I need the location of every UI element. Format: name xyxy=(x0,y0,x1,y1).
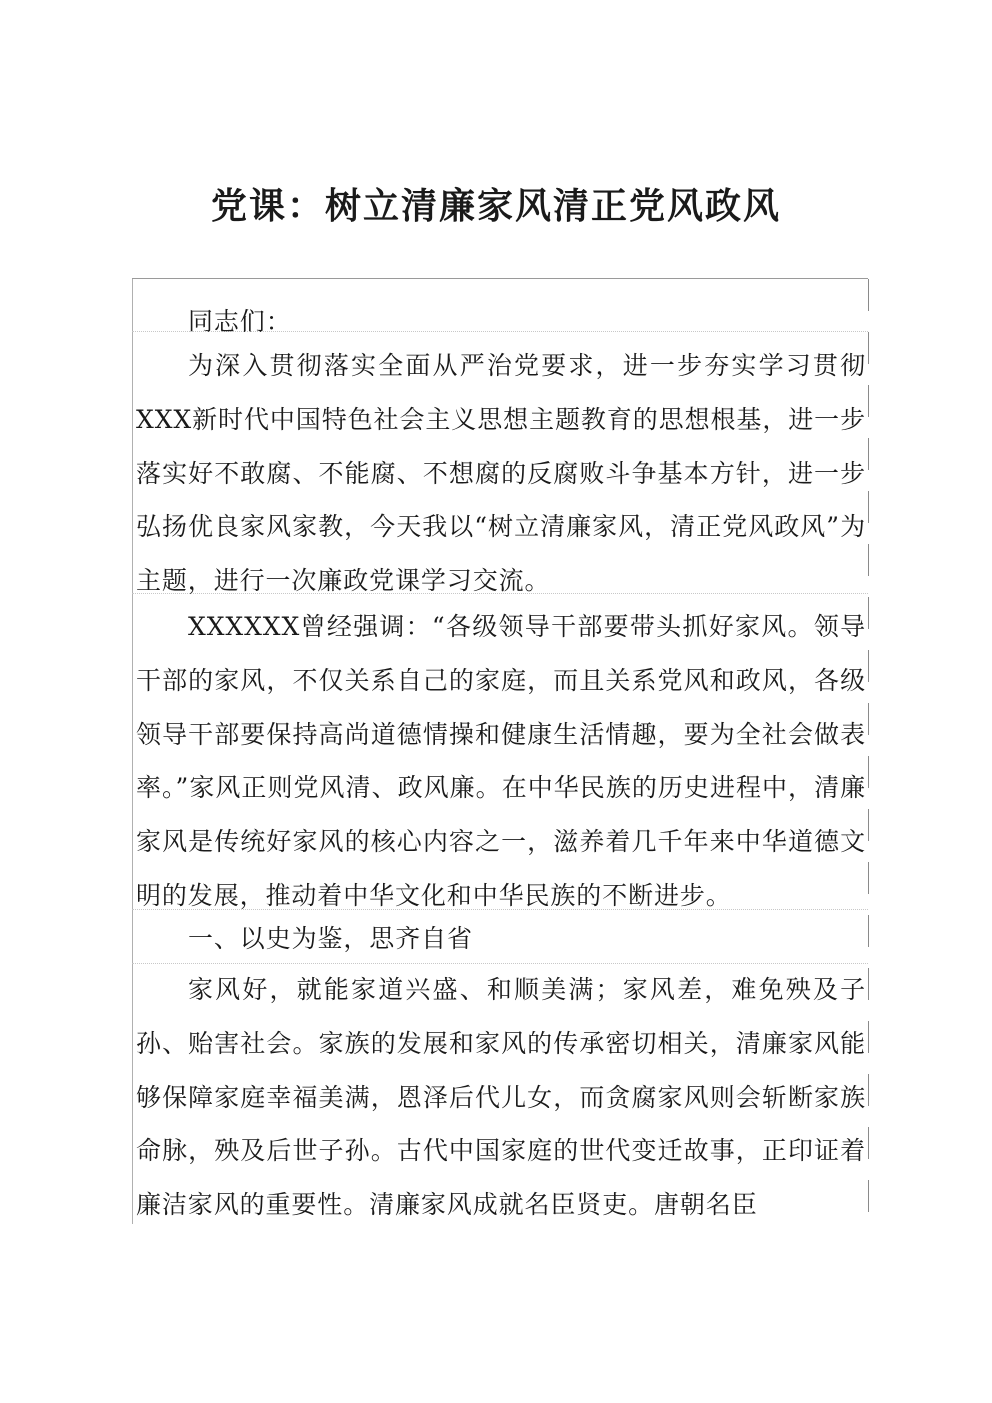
intro-paragraph: 为深入贯彻落实全面从严治党要求，进一步夯实学习贯彻XXX新时代中国特色社会主义思想主题教育的思想根基，进一步落实好不敢腐、不能腐、不想腐的反腐败斗争基本方针，进一步弘扬优良家风家教，今天我以“树立清廉家风，清正党风政风”为主题，进行一次廉政党课学习交流。 xyxy=(136,351,866,596)
section-heading: 一、以史为鉴，思齐自省 xyxy=(188,924,473,953)
paragraph-divider xyxy=(132,593,868,594)
document-body xyxy=(132,278,868,1224)
salutation-paragraph: 同志们： xyxy=(188,307,292,336)
body-paragraph: 家风好，就能家道兴盛、和顺美满；家风差，难免殃及子孙、贻害社会。家族的发展和家风的传承密切相关，清廉家风能够保障家庭幸福美满，恩泽后代儿女，而贪腐家风则会斩断家族命脉，殃及后世子孙。古代中国家庭的世代变迁故事，正印证着廉洁家风的重要性。清廉家风成就名臣贤吏。唐朝名臣 xyxy=(136,975,866,1220)
quote-paragraph: XXXXXX曾经强调：“各级领导干部要带头抓好家风。领导干部的家风，不仅关系自己的家庭，而且关系党风和政风，各级领导干部要保持高尚道德情操和健康生活情趣，要为全社会做表率。”家风正则党风清、政风廉。在中华民族的历史进程中，清廉家风是传统好家风的核心内容之一，滋养着几千年来中华道德文明的发展，推动着中华文化和中华民族的不断进步。 xyxy=(136,612,866,910)
paragraph-divider xyxy=(132,909,868,910)
document-title: 党课：树立清廉家风清正党风政风 xyxy=(210,185,781,227)
paragraph-divider xyxy=(132,331,868,332)
